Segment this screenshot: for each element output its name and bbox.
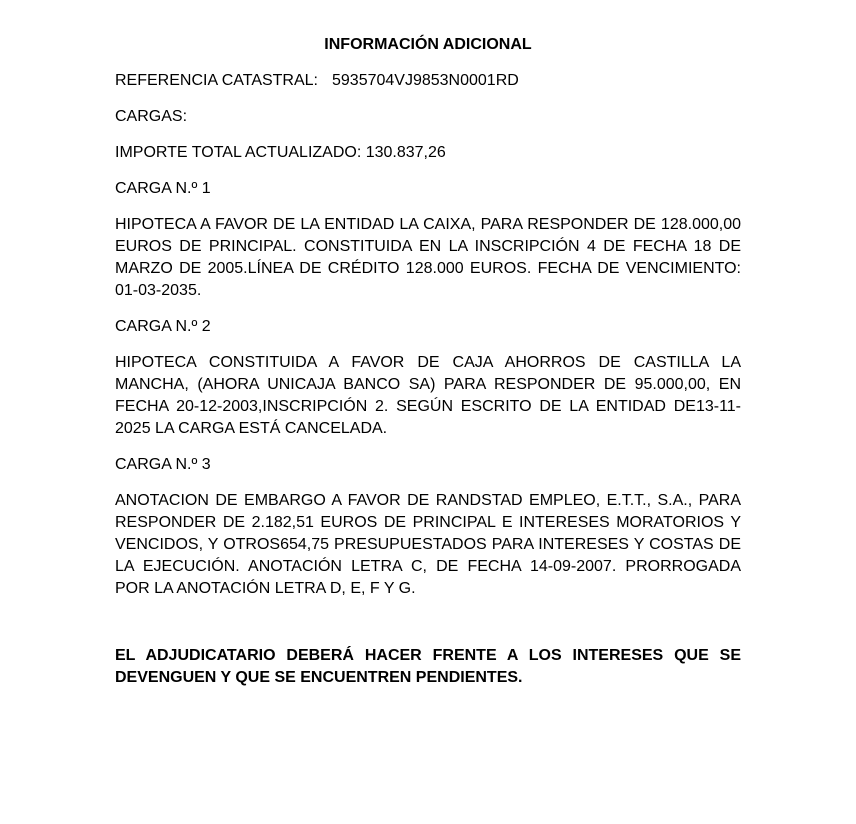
- carga-1-heading: CARGA N.º 1: [115, 180, 211, 197]
- referencia-label: REFERENCIA CATASTRAL:: [115, 72, 318, 89]
- importe-total: IMPORTE TOTAL ACTUALIZADO: 130.837,26: [115, 144, 446, 161]
- referencia-catastral: [115, 70, 741, 92]
- carga-3-heading: CARGA N.º 3: [115, 456, 211, 473]
- cargas-label: CARGAS:: [115, 108, 188, 125]
- carga-2-heading: CARGA N.º 2: [115, 318, 211, 335]
- document-title: INFORMACIÓN ADICIONAL: [324, 36, 532, 53]
- final-notice: EL ADJUDICATARIO DEBERÁ HACER FRENTE A LOS INTERESES QUE SE DEVENGUEN Y QUE SE ENCUENTREN PENDIENTES.: [115, 647, 741, 686]
- carga-3-text: ANOTACION DE EMBARGO A FAVOR DE RANDSTAD EMPLEO, E.T.T., S.A., PARA RESPONDER DE 2.182,51 EUROS DE PRINCIPAL E INTERESES MORATORIOS Y VENCIDOS, Y OTROS654,75 PRESUPUESTADOS PARA INTERESES Y COSTAS DE LA EJECUCIÓN. ANOTACIÓN LETRA C, DE FECHA 14-09-2007. PRORROGADA POR LA ANOTACIÓN LETRA D, E, F Y G.: [115, 492, 741, 597]
- carga-2-text: HIPOTECA CONSTITUIDA A FAVOR DE CAJA AHORROS DE CASTILLA LA MANCHA, (AHORA UNICAJA BANCO SA) PARA RESPONDER DE 95.000,00, EN FECHA 20-12-2003,INSCRIPCIÓN 2. SEGÚN ESCRITO DE LA ENTIDAD DE13-11-2025 LA CARGA ESTÁ CANCELADA.: [115, 354, 741, 437]
- document-body: [115, 34, 741, 614]
- carga-1-text: HIPOTECA A FAVOR DE LA ENTIDAD LA CAIXA, PARA RESPONDER DE 128.000,00 EUROS DE PRINCIPAL. CONSTITUIDA EN LA INSCRIPCIÓN 4 DE FECHA 18 DE MARZO DE 2005.LÍNEA DE CRÉDITO 128.000 EUROS. FECHA DE VENCIMIENTO: 01-03-2035.: [115, 216, 741, 299]
- referencia-value: 5935704VJ9853N0001RD: [332, 72, 519, 89]
